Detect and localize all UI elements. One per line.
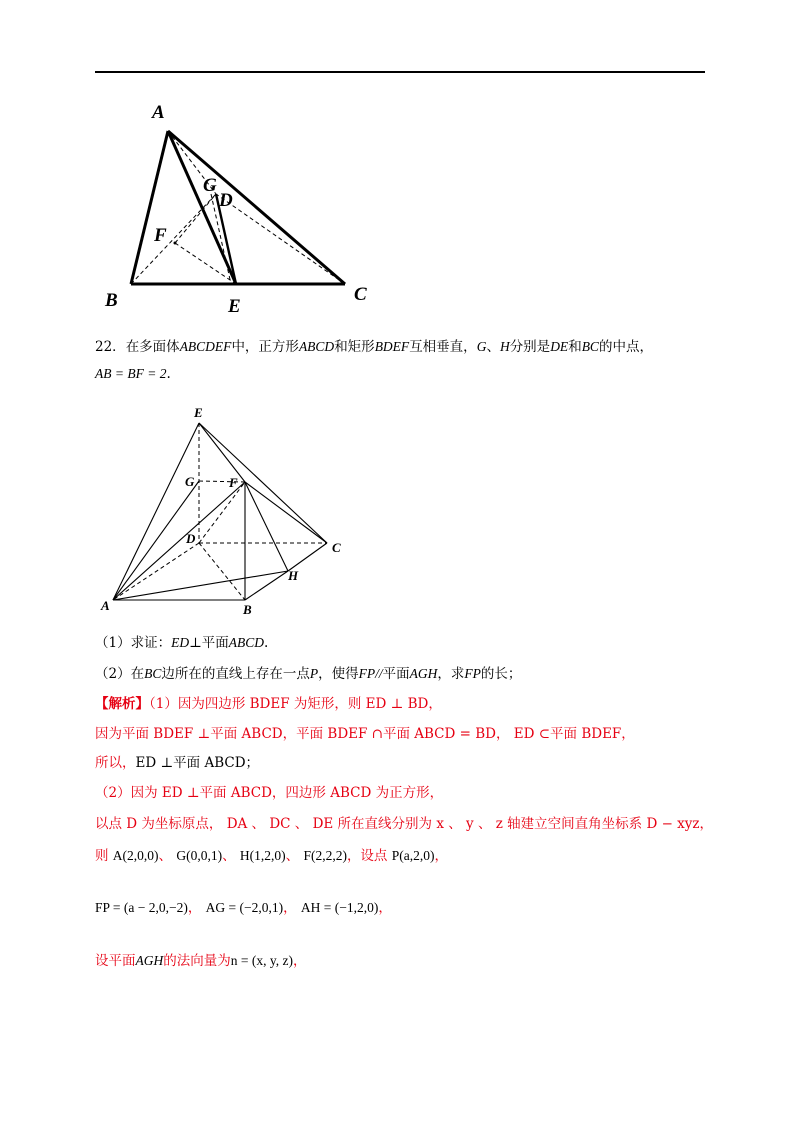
solution-line-3: 所以，ED ⊥平面 ABCD； xyxy=(95,755,260,771)
solution-line-7: FP = (a − 2,0,−2)， AG = (−2,0,1)， AH = (−1,2,0)， xyxy=(95,900,392,916)
figure-polyhedron xyxy=(95,400,365,620)
label2-F: F xyxy=(229,475,238,490)
edge-AC xyxy=(168,131,345,284)
label-G: G xyxy=(203,175,217,196)
label2-G: G xyxy=(185,474,195,489)
solution-line-1: 【解析】（1）因为四边形 BDEF 为矩形，则 ED ⊥ BD， xyxy=(95,696,442,712)
label-D: D xyxy=(219,190,233,211)
problem-condition: AB = BF = 2. xyxy=(95,366,171,382)
label2-E: E xyxy=(194,405,203,420)
label-E: E xyxy=(228,296,241,317)
solution-line-6: 则 A(2,0,0)、 G(0,0,1)、 H(1,2,0)、 F(2,2,2)，设点 P(a,2,0)， xyxy=(95,848,448,864)
solution-line-4: （2）因为 ED ⊥平面 ABCD，四边形 ABCD 为正方形， xyxy=(95,785,444,801)
label-B: B xyxy=(105,290,118,311)
question-1: （1）求证：ED⊥平面ABCD. xyxy=(95,635,269,651)
solution-line-8: 设平面AGH的法向量为n = (x, y, z)， xyxy=(95,953,307,969)
label-F: F xyxy=(154,225,167,246)
label2-A: A xyxy=(101,598,110,613)
figure-tetrahedron xyxy=(95,95,395,320)
label2-B: B xyxy=(243,602,252,617)
label2-C: C xyxy=(332,540,341,555)
header-rule xyxy=(95,71,705,73)
edge-AB xyxy=(131,131,168,284)
label-C: C xyxy=(354,284,367,305)
problem-statement: 22．在多面体ABCDEF中，正方形ABCD和矩形BDEF互相垂直，G、H分别是DE和BC的中点， xyxy=(95,339,653,355)
question-2: （2）在BC边所在的直线上存在一点P，使得FP//平面AGH，求FP的长； xyxy=(95,666,522,682)
label2-D: D xyxy=(186,531,196,546)
solution-tag: 【解析】 xyxy=(95,696,149,712)
solution-line-2: 因为平面 BDEF ⊥平面 ABCD，平面 BDEF ∩平面 ABCD = BD， ED ⊂平面 BDEF， xyxy=(95,726,635,742)
label-A: A xyxy=(152,102,165,123)
solution-line-5: 以点 D 为坐标原点， DA 、 DC 、 DE 所在直线分别为 x 、 y 、 z 轴建立空间直角坐标系 D − xyz， xyxy=(95,816,714,832)
label2-H: H xyxy=(288,568,299,583)
